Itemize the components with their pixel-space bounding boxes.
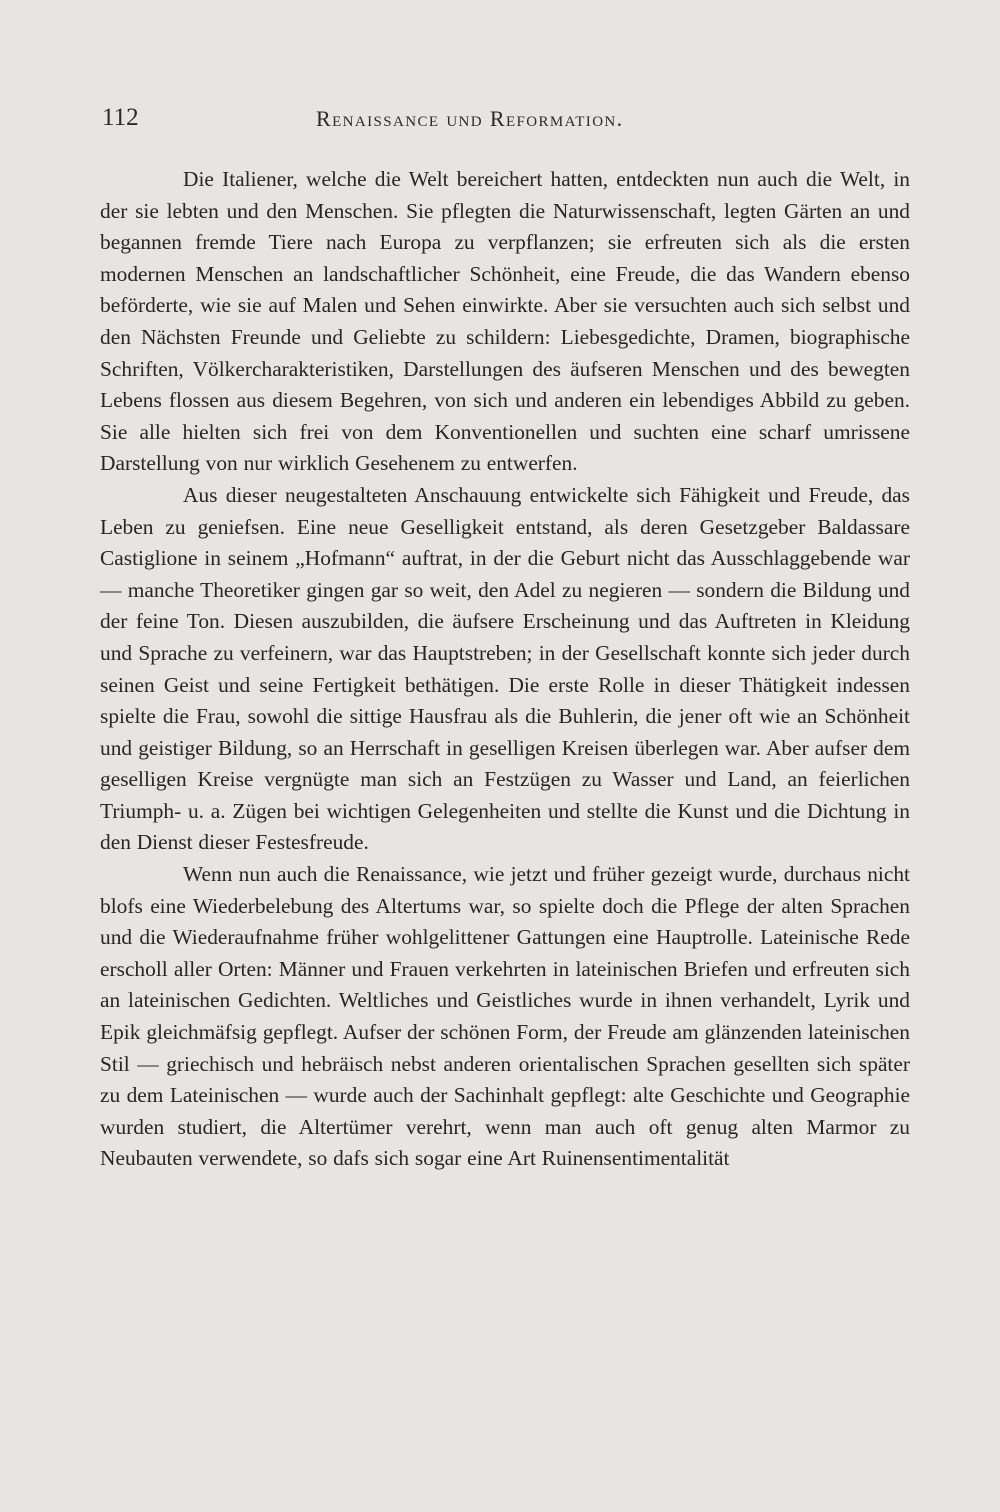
- paragraph: Aus dieser neugestalteten Anschauung entwickelte sich Fähigkeit und Freude, das Leben zu geniefsen. Eine neue Geselligkeit entstand, als deren Gesetzgeber Baldassare Castiglione in seinem „Hofmann“ auftrat, in der die Geburt nicht das Ausschlaggebende war — manche Theoretiker gingen gar so weit, den Adel zu negieren — sondern die Bildung und der feine Ton. Diesen auszubilden, die äufsere Erscheinung und das Auftreten in Kleidung und Sprache zu verfeinern, war das Hauptstreben; in der Gesellschaft konnte sich jeder durch seinen Geist und seine Fertigkeit bethätigen. Die erste Rolle in dieser Thätigkeit indessen spielte die Frau, sowohl die sittige Hausfrau als die Buhlerin, die jener oft wie an Schönheit und geistiger Bildung, so an Herrschaft in geselligen Kreisen überlegen war. Aber aufser dem geselligen Kreise vergnügte man sich an Festzügen zu Wasser und Land, an feierlichen Triumph- u. a. Zügen bei wichtigen Gelegenheiten und stellte die Kunst und die Dichtung in den Dienst dieser Festesfreude.: [100, 482, 910, 855]
- paragraph: Die Italiener, welche die Welt bereichert hatten, entdeckten nun auch die Welt, in der sie lebten und den Menschen. Sie pflegten die Naturwissenschaft, legten Gärten an und begannen fremde Tiere nach Europa zu verpflanzen; sie erfreuten sich als die ersten modernen Menschen an landschaftlicher Schönheit, eine Freude, die das Wandern ebenso beförderte, wie sie auf Malen und Sehen einwirkte. Aber sie versuchten auch sich selbst und den Nächsten Freunde und Geliebte zu schildern: Liebesgedichte, Dramen, biographische Schriften, Völkercharakteristiken, Darstellungen des äufseren Menschen und des bewegten Lebens flossen aus diesem Begehren, von sich und anderen ein lebendiges Abbild zu geben. Sie alle hielten sich frei von dem Konventionellen und suchten eine scharf umrissene Darstellung von nur wirklich Gesehenem zu entwerfen.: [100, 167, 910, 476]
- body-text: [100, 164, 910, 1175]
- paragraph: Wenn nun auch die Renaissance, wie jetzt und früher gezeigt wurde, durchaus nicht blofs eine Wiederbelebung des Altertums war, so spielte doch die Pflege der alten Sprachen und die Wiederaufnahme früher wohlgelittener Gattungen eine Hauptrolle. Lateinische Rede erscholl aller Orten: Männer und Frauen verkehrten in lateinischen Briefen und erfreuten sich an lateinischen Gedichten. Weltliches und Geistliches wurde in ihnen verhandelt, Lyrik und Epik gleichmäfsig gepflegt. Aufser der schönen Form, der Freude am glänzenden lateinischen Stil — griechisch und hebräisch nebst anderen orientalischen Sprachen gesellten sich später zu dem Lateinischen — wurde auch der Sachinhalt gepflegt: alte Geschichte und Geographie wurden studiert, die Altertümer verehrt, wenn man auch oft genug alten Marmor zu Neubauten verwendete, so dafs sich sogar eine Art Ruinensentimentalität: [100, 862, 910, 1171]
- page-number: 112: [102, 104, 139, 131]
- running-title: Renaissance und Reformation.: [316, 106, 624, 131]
- page-header: [102, 104, 908, 144]
